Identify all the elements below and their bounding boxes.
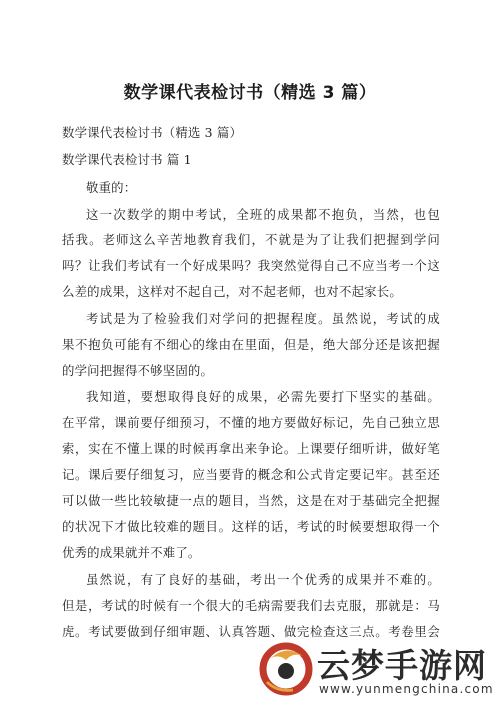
body-line: 虽然说，有了良好的基础，考出一个优秀的成果并不难的。: [86, 572, 440, 587]
section-heading: 数学课代表检讨书 篇 1: [62, 152, 192, 167]
body-line: 括我。老师这么辛苦地教育我们，不就是为了让我们把握到学问: [62, 232, 440, 247]
body-line: 果不抱负可能有不细心的缘由在里面，但是，绝大部分还是该把握: [62, 337, 440, 352]
site-watermark: [255, 636, 500, 707]
body-line: 记。课后要仔细复习，应当要背的概念和公式肯定要记牢。甚至还: [62, 467, 440, 482]
body-line: 但是，考试的时候有一个很大的毛病需要我们去克服，那就是：马: [62, 598, 440, 613]
body-line: 吗？让我们考试有一个好成果吗？我突然觉得自己不应当考一个这: [62, 258, 440, 273]
body-line: 的学问把握得不够坚固的。: [62, 363, 214, 378]
body-line: 虎。考试要做到仔细审题、认真答题、做完检查这三点。考卷里会: [62, 624, 440, 639]
cloud-dream-logo-icon: [257, 638, 315, 696]
body-line: 我知道，要想取得良好的成果，必需先要打下坚实的基础。: [86, 389, 440, 404]
body-line: 这一次数学的期中考试，全班的成果都不抱负，当然，也包: [86, 207, 440, 222]
body-line: 考试是为了检验我们对学问的把握程度。虽然说，考试的成: [86, 311, 440, 326]
watermark-site-name: 云梦手游网: [317, 646, 487, 685]
page-title: 数学课代表检讨书（精选 3 篇）: [123, 83, 377, 103]
body-line: 可以做一些比较敏捷一点的题目，当然，这是在对于基础完全把握: [62, 493, 440, 508]
body-line: 优秀的成果就并不难了。: [62, 545, 201, 560]
body-line: 么差的成果，这样对不起自己，对不起老师，也对不起家长。: [62, 284, 402, 299]
body-line: 的状况下才做比较难的题目。这样的话，考试的时候要想取得一个: [62, 519, 440, 534]
watermark-site-url: www.yunmengchina.com: [319, 682, 494, 696]
body-line: 索，实在不懂上课的时候再拿出来争论。上课要仔细听讲，做好笔: [62, 441, 440, 456]
salutation: 敬重的：: [86, 180, 137, 195]
subtitle-line: 数学课代表检讨书（精选 3 篇）: [62, 125, 243, 140]
body-line: 在平常，课前要仔细预习，不懂的地方要做好标记，先自己独立思: [62, 415, 440, 430]
